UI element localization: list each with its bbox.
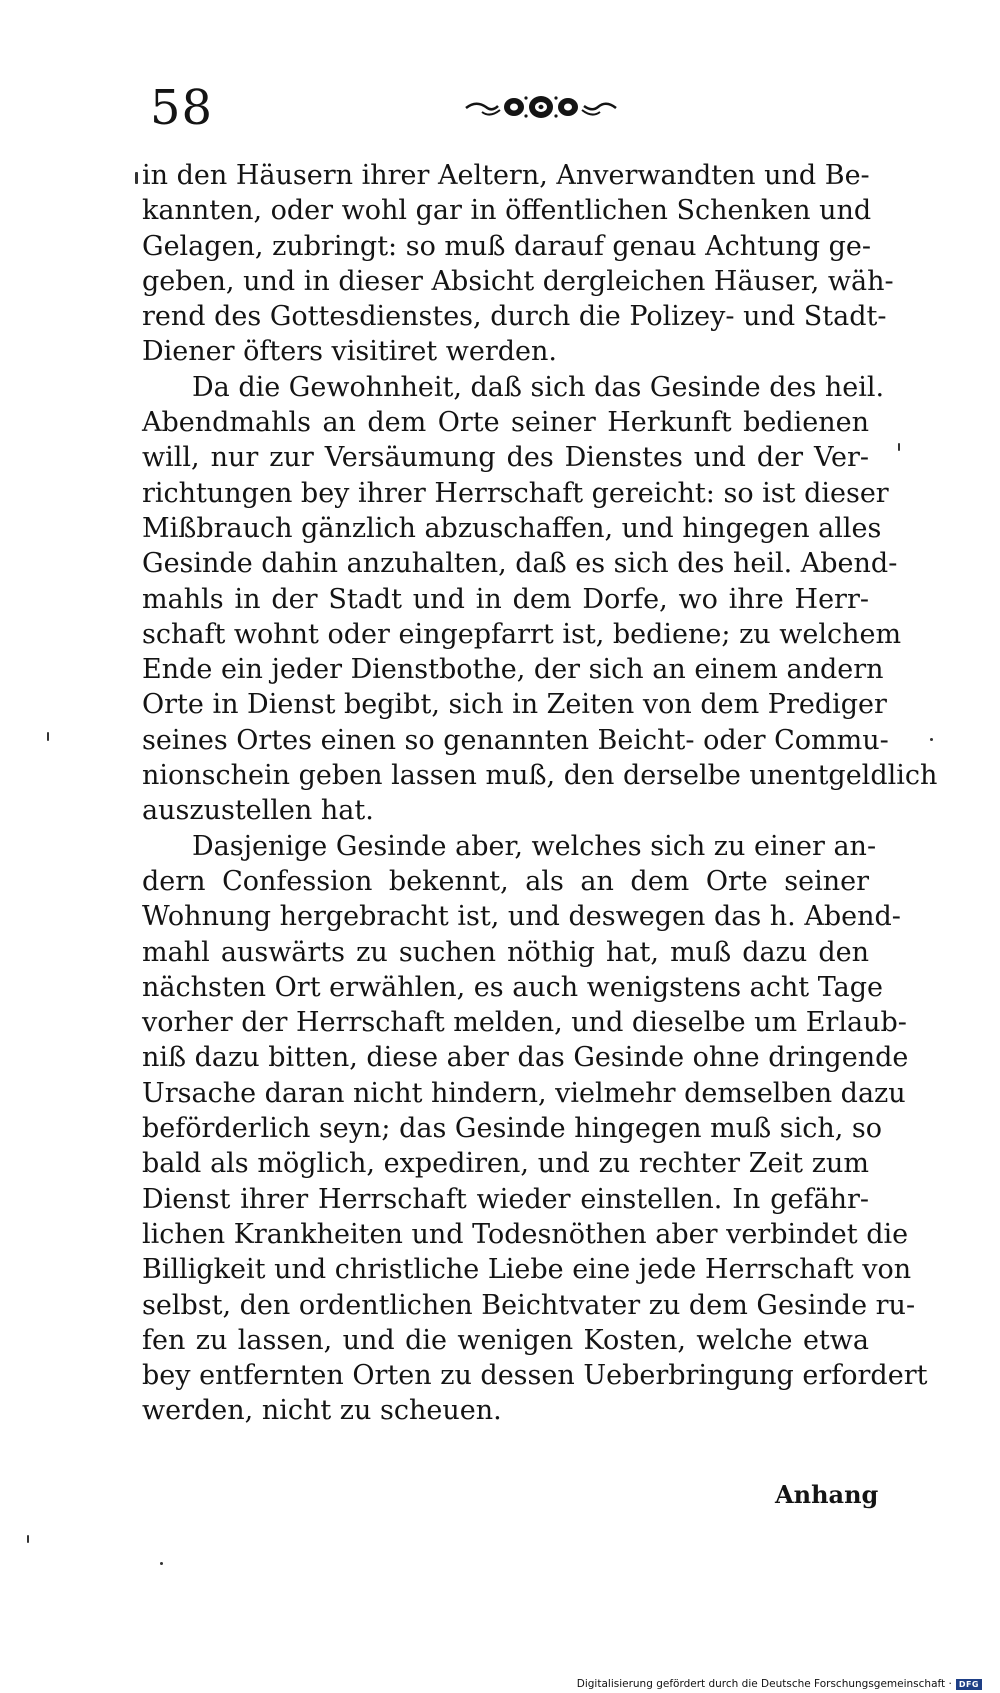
text-line: lichen Krankheiten und Todesnöthen aber verbindet die — [142, 1218, 909, 1250]
text-line: Gelagen, zubringt: so muß darauf genau Achtung ge- — [142, 230, 871, 262]
text-line: geben, und in dieser Absicht dergleichen Häuser, wäh- — [142, 265, 894, 297]
text-line: seines Ortes einen so genannten Beicht- oder Commu- — [142, 724, 889, 756]
text-line: Diener öfters visitiret werden. — [142, 336, 557, 368]
text-line: richtungen bey ihrer Herrschaft gereicht: so ist dieser — [142, 477, 889, 509]
text-line: mahl auswärts zu suchen nöthig hat, muß dazu den — [142, 936, 869, 968]
text-line: rend des Gottesdienstes, durch die Polizey- und Stadt- — [142, 301, 887, 333]
text-line: bald als möglich, expediren, und zu rechter Zeit zum — [142, 1148, 869, 1180]
page-number: 58 — [150, 80, 214, 136]
text-line: selbst, den ordentlichen Beichtvater zu dem Gesinde ru- — [142, 1289, 916, 1321]
text-line: in den Häusern ihrer Aeltern, Anverwandten und Be- — [142, 160, 870, 191]
scan-speck — [27, 1535, 29, 1543]
ornament-icon — [462, 92, 620, 122]
text-line: fen zu lassen, und die wenigen Kosten, welche etwa — [142, 1324, 869, 1356]
text-line: Mißbrauch gänzlich abzuschaffen, und hingegen alles — [142, 512, 882, 544]
text-line: nächsten Ort erwählen, es auch wenigstens acht Tage — [142, 971, 883, 1003]
paragraph-first-line: Dasjenige Gesinde aber, welches sich zu einer an- — [192, 830, 877, 862]
text-line: Gesinde dahin anzuhalten, daß es sich des heil. Abend- — [142, 548, 898, 580]
scan-speck — [160, 1562, 163, 1565]
text-line: Dienst ihrer Herrschaft wieder einstellen. In gefähr- — [142, 1183, 869, 1215]
text-line: Billigkeit und christliche Liebe eine jede Herrschaft von — [142, 1254, 912, 1286]
paragraph-first-line: Da die Gewohnheit, daß sich das Gesinde des heil. — [192, 371, 885, 403]
scan-speck — [135, 172, 138, 184]
footer-credit-text: Digitalisierung gefördert durch die Deutsche Forschungsgemeinschaft · — [576, 1678, 952, 1690]
text-line: kannten, oder wohl gar in öffentlichen Schenken und — [142, 195, 872, 227]
text-line: will, nur zur Versäumung des Dienstes und der Ver- — [142, 442, 869, 474]
text-line: Ende ein jeder Dienstbothe, der sich an einem andern — [142, 654, 884, 686]
text-line: Wohnung hergebracht ist, und deswegen das h. Abend- — [142, 901, 901, 933]
scan-speck — [930, 738, 933, 741]
body-text — [142, 158, 938, 1429]
footer-credit — [577, 1677, 982, 1691]
text-line: niß dazu bitten, diese aber das Gesinde ohne dringende — [142, 1042, 909, 1074]
text-line: nionschein geben lassen muß, den derselbe unentgeldlich — [142, 760, 938, 792]
text-line: dern Confession bekennt, als an dem Orte seiner — [142, 865, 869, 897]
text-line: beförderlich seyn; das Gesinde hingegen muß sich, so — [142, 1113, 882, 1145]
text-line: vorher der Herrschaft melden, und dieselbe um Erlaub- — [142, 1007, 907, 1039]
text-line: mahls in der Stadt und in dem Dorfe, wo ihre Herr- — [142, 583, 869, 615]
catchword: Anhang — [775, 1480, 879, 1509]
text-line: Abendmahls an dem Orte seiner Herkunft bedienen — [142, 407, 869, 439]
scan-speck — [47, 732, 49, 741]
text-line: auszustellen hat. — [142, 795, 374, 827]
scan-speck — [898, 443, 900, 451]
text-line: Orte in Dienst begibt, sich in Zeiten von dem Prediger — [142, 689, 887, 721]
text-line: Ursache daran nicht hindern, vielmehr demselben dazu — [142, 1077, 906, 1109]
text-line: bey entfernten Orten zu dessen Ueberbringung erfordert — [142, 1360, 928, 1392]
dfg-logo: DFG — [956, 1679, 982, 1690]
text-line: werden, nicht zu scheuen. — [142, 1395, 502, 1427]
text-line: schaft wohnt oder eingepfarrt ist, bediene; zu welchem — [142, 618, 902, 650]
